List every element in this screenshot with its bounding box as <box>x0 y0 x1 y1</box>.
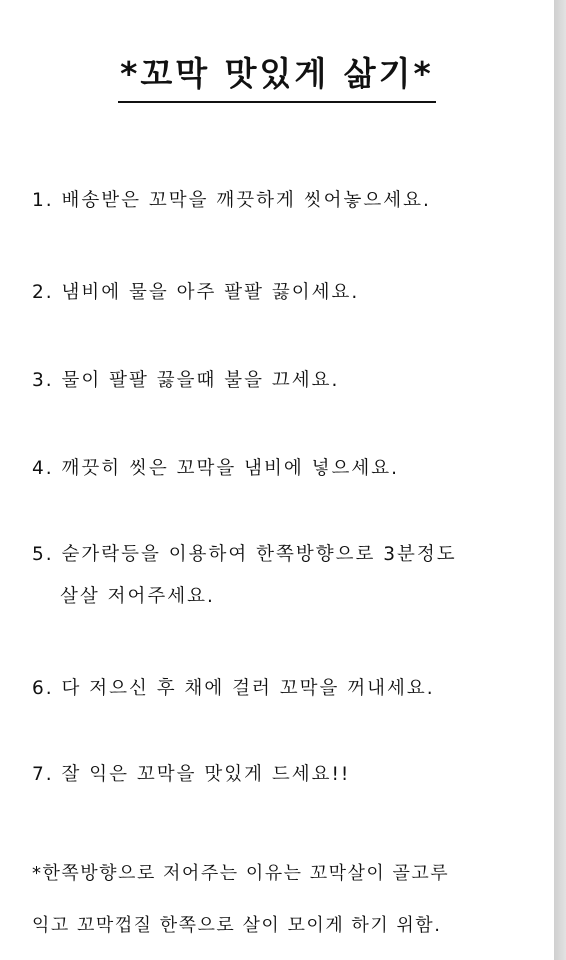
step-2: 2. 냄비에 물을 아주 팔팔 끓이세요. <box>32 282 360 303</box>
step-5 <box>32 540 457 608</box>
step-3: 3. 물이 팔팔 끓을때 불을 끄세요. <box>32 370 340 391</box>
page-title <box>0 48 554 103</box>
step-7: 7. 잘 익은 꼬막을 맛있게 드세요!! <box>32 764 351 785</box>
page-edge-shadow <box>554 0 566 960</box>
page-title-text: *꼬막 맛있게 삶기* <box>118 48 436 103</box>
step-6: 6. 다 저으신 후 채에 걸러 꼬막을 꺼내세요. <box>32 678 435 699</box>
step-5-continuation: 살살 저어주세요. <box>60 586 215 607</box>
footnote-line-2: 익고 꼬막껍질 한쪽으로 살이 모이게 하기 위함. <box>32 915 442 936</box>
step-1: 1. 배송받은 꼬막을 깨끗하게 씻어놓으세요. <box>32 190 431 211</box>
footnote-line-1: *한쪽방향으로 저어주는 이유는 꼬막살이 골고루 <box>32 863 450 884</box>
footnote <box>32 848 449 952</box>
step-5-text: 5. 숟가락등을 이용하여 한쪽방향으로 3분정도 <box>32 544 457 565</box>
step-4: 4. 깨끗히 씻은 꼬막을 냄비에 넣으세요. <box>32 458 400 479</box>
